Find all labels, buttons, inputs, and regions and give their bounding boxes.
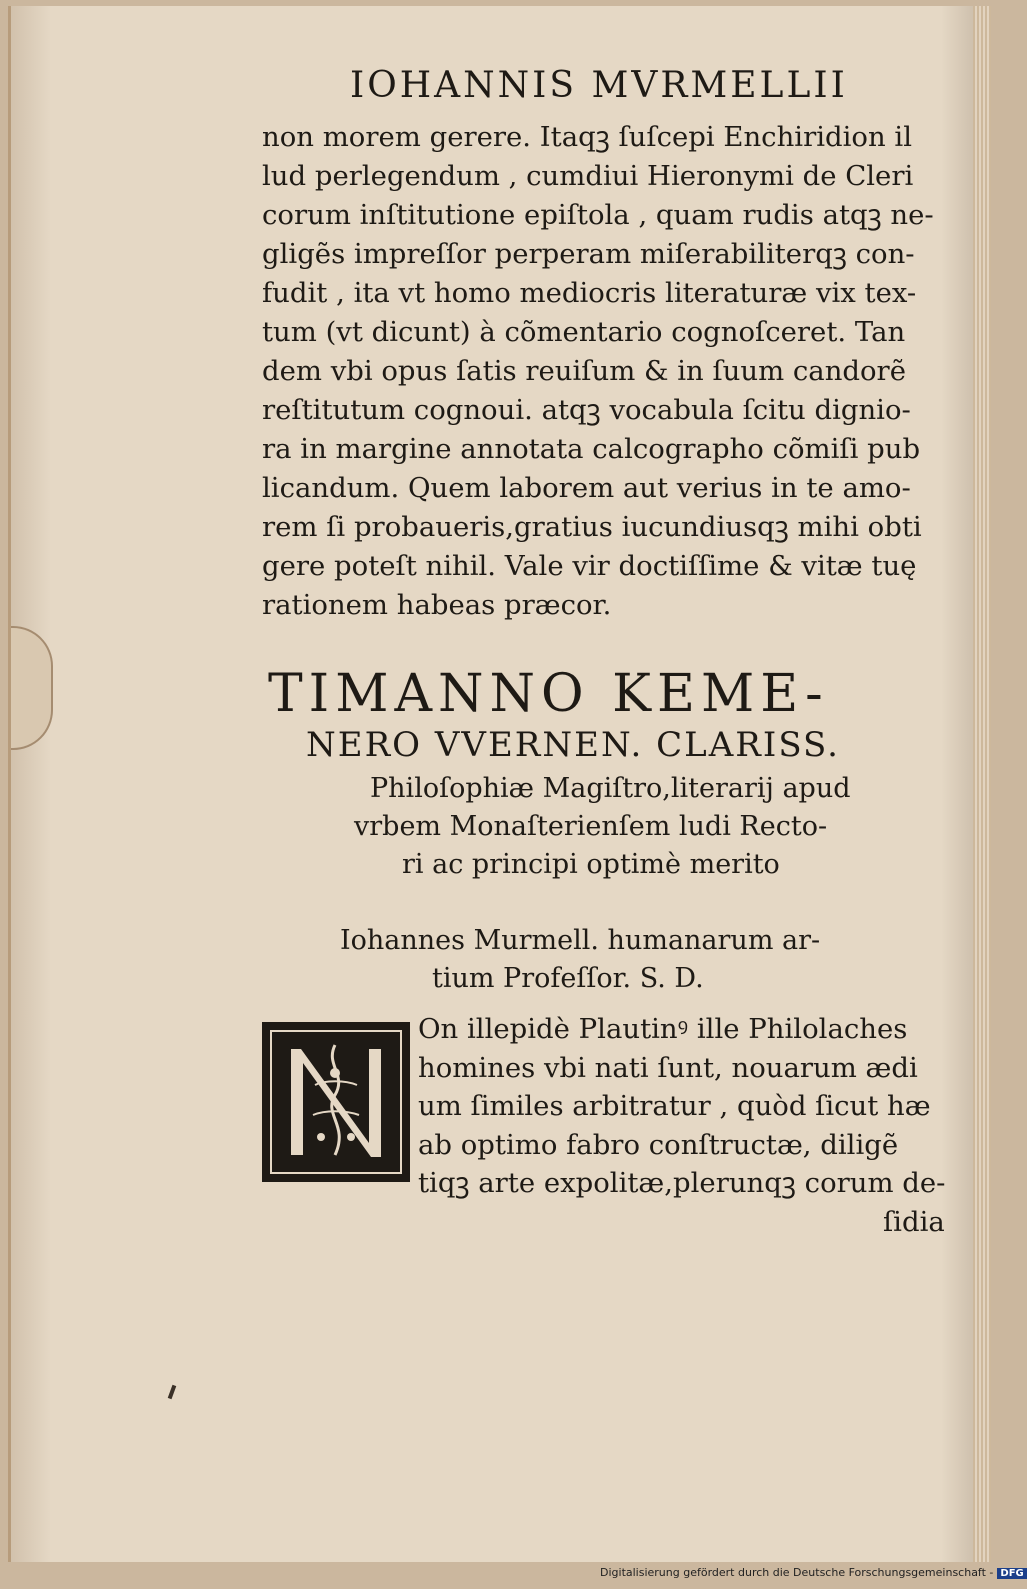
body-line: licandum. Quem laborem aut verius in te amo- bbox=[262, 472, 911, 504]
running-head: IOHANNIS MVRMELLII bbox=[350, 65, 848, 106]
dedication-heading-line2: NERO VVERNEN. CLARISS. bbox=[306, 725, 840, 765]
page-tab bbox=[11, 626, 53, 750]
page-edge bbox=[973, 6, 991, 1562]
body-line: rem ſi probaueris,gratius iucundiusqꝫ mihi obti bbox=[262, 511, 922, 543]
letter-line: ab optimo fabro conſtructæ, diligẽ bbox=[418, 1128, 899, 1161]
body-line: gligẽs impreſſor perperam miſerabiliterqꝫ con- bbox=[262, 238, 915, 270]
dedication-heading: TIMANNO KEME- bbox=[268, 664, 829, 724]
body-line: lud perlegendum , cumdiui Hieronymi de Cleri bbox=[262, 160, 914, 192]
salutation-line: tium Profeſſor. S. D. bbox=[432, 963, 704, 994]
body-line: dem vbi opus ſatis reuiſum & in ſuum candorẽ bbox=[262, 355, 906, 387]
body-line: reſtitutum cognoui. atqꝫ vocabula ſcitu dignio- bbox=[262, 394, 911, 426]
addressee-block bbox=[354, 770, 851, 884]
body-line: rationem habeas præcor. bbox=[262, 589, 612, 621]
letter-line: ſidia bbox=[883, 1205, 945, 1238]
addressee-line: ri ac principi optimè merito bbox=[402, 849, 780, 880]
body-line: tum (vt dicunt) à cõmentario cognoſceret. Tan bbox=[262, 316, 906, 348]
salutation-line: Iohannes Murmell. humanarum ar- bbox=[340, 925, 821, 956]
footer-text: Digitalisierung gefördert durch die Deutsche Forschungsgemeinschaft - bbox=[600, 1566, 994, 1579]
letter-line: On illepidè Plautinꝰ ille Philolaches bbox=[418, 1013, 908, 1045]
decorated-initial-N-icon bbox=[262, 1022, 410, 1182]
footer-credit bbox=[600, 1566, 1027, 1579]
addressee-line: Philoſophiæ Magiſtro,literarij apud bbox=[370, 773, 851, 804]
body-text bbox=[262, 118, 952, 625]
letter-text bbox=[418, 1010, 945, 1241]
body-line: gere poteſt nihil. Vale vir doctiſſime & vitæ tuę bbox=[262, 550, 917, 582]
body-line: ra in margine annotata calcographo cõmiſi pub bbox=[262, 433, 921, 465]
dfg-logo: DFG bbox=[997, 1568, 1026, 1579]
body-line: corum inſtitutione epiſtola , quam rudis atqꝫ ne- bbox=[262, 199, 934, 231]
letter-line: um ſimiles arbitratur , quòd ſicut hæ bbox=[418, 1090, 931, 1122]
letter-line: homines vbi nati ſunt, nouarum ædi bbox=[418, 1051, 918, 1084]
body-line: non morem gerere. Itaqꝫ ſuſcepi Enchiridion il bbox=[262, 121, 913, 153]
body-line: fudit , ita vt homo mediocris literaturæ vix tex- bbox=[262, 277, 917, 309]
letter-line: tiqꝫ arte expolitæ,plerunqꝫ corum de- bbox=[418, 1167, 946, 1199]
salutation-block bbox=[340, 922, 820, 998]
addressee-line: vrbem Monaſterienſem ludi Recto- bbox=[354, 811, 828, 842]
